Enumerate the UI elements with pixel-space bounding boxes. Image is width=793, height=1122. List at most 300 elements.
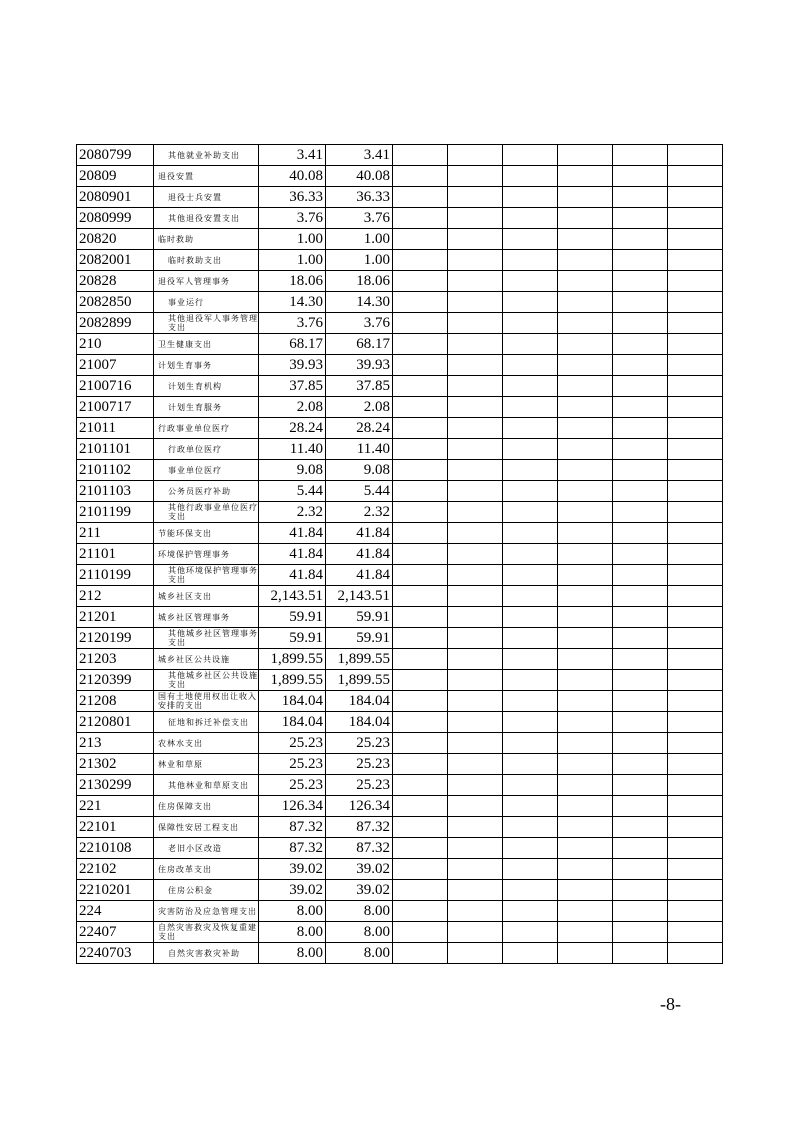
empty-cell: [558, 502, 613, 523]
amount-cell: 2,143.51: [326, 586, 393, 607]
empty-cell: [448, 502, 503, 523]
empty-cell: [558, 544, 613, 565]
table-row: [77, 901, 723, 922]
empty-cell: [613, 145, 668, 166]
empty-cell: [668, 166, 723, 187]
empty-cell: [448, 355, 503, 376]
account-code-cell: 20809: [77, 166, 154, 187]
empty-cell: [558, 481, 613, 502]
account-name-cell: 其他退役军人事务管理支出: [154, 313, 259, 334]
account-name-cell: 征地和拆迁补偿支出: [154, 712, 259, 733]
account-name-cell: 公务员医疗补助: [154, 481, 259, 502]
account-code-cell: 221: [77, 796, 154, 817]
amount-cell: 59.91: [326, 607, 393, 628]
empty-cell: [503, 754, 558, 775]
empty-cell: [613, 418, 668, 439]
empty-cell: [448, 754, 503, 775]
empty-cell: [503, 901, 558, 922]
empty-cell: [503, 250, 558, 271]
empty-cell: [503, 376, 558, 397]
empty-cell: [668, 607, 723, 628]
empty-cell: [613, 313, 668, 334]
table-row: [77, 838, 723, 859]
amount-cell: 25.23: [326, 733, 393, 754]
amount-cell: 41.84: [326, 544, 393, 565]
account-code-cell: 2082899: [77, 313, 154, 334]
empty-cell: [558, 334, 613, 355]
amount-cell: 39.02: [326, 859, 393, 880]
empty-cell: [558, 397, 613, 418]
empty-cell: [558, 943, 613, 964]
empty-cell: [503, 439, 558, 460]
empty-cell: [393, 565, 448, 586]
amount-cell: 87.32: [326, 838, 393, 859]
amount-cell: 3.41: [326, 145, 393, 166]
budget-expenditure-table: [76, 144, 723, 964]
account-code-cell: 211: [77, 523, 154, 544]
empty-cell: [503, 145, 558, 166]
empty-cell: [613, 565, 668, 586]
table-row: [77, 943, 723, 964]
amount-cell: 14.30: [326, 292, 393, 313]
empty-cell: [393, 292, 448, 313]
empty-cell: [503, 355, 558, 376]
account-code-cell: 2100717: [77, 397, 154, 418]
amount-cell: 184.04: [326, 712, 393, 733]
account-name-cell: 行政单位医疗: [154, 439, 259, 460]
account-name-cell: 临时救助支出: [154, 250, 259, 271]
empty-cell: [503, 208, 558, 229]
table-row: [77, 733, 723, 754]
empty-cell: [448, 733, 503, 754]
empty-cell: [558, 460, 613, 481]
empty-cell: [613, 691, 668, 712]
amount-cell: 25.23: [259, 733, 326, 754]
amount-cell: 3.76: [259, 313, 326, 334]
empty-cell: [503, 334, 558, 355]
amount-cell: 2.32: [326, 502, 393, 523]
empty-cell: [448, 838, 503, 859]
empty-cell: [558, 691, 613, 712]
empty-cell: [448, 586, 503, 607]
account-name-cell: 其他行政事业单位医疗支出: [154, 502, 259, 523]
empty-cell: [558, 355, 613, 376]
empty-cell: [613, 796, 668, 817]
empty-cell: [393, 880, 448, 901]
empty-cell: [393, 502, 448, 523]
table-row: [77, 439, 723, 460]
table-row: [77, 523, 723, 544]
empty-cell: [393, 418, 448, 439]
empty-cell: [668, 376, 723, 397]
empty-cell: [448, 943, 503, 964]
empty-cell: [558, 649, 613, 670]
amount-cell: 36.33: [259, 187, 326, 208]
empty-cell: [503, 502, 558, 523]
table-row: [77, 460, 723, 481]
empty-cell: [503, 670, 558, 691]
empty-cell: [668, 271, 723, 292]
amount-cell: 2.32: [259, 502, 326, 523]
table-row: [77, 502, 723, 523]
empty-cell: [503, 397, 558, 418]
account-code-cell: 2101103: [77, 481, 154, 502]
empty-cell: [558, 628, 613, 649]
amount-cell: 28.24: [326, 418, 393, 439]
amount-cell: 1,899.55: [259, 649, 326, 670]
empty-cell: [503, 880, 558, 901]
empty-cell: [448, 649, 503, 670]
empty-cell: [503, 544, 558, 565]
amount-cell: 2.08: [259, 397, 326, 418]
empty-cell: [668, 229, 723, 250]
amount-cell: 126.34: [259, 796, 326, 817]
empty-cell: [668, 208, 723, 229]
amount-cell: 11.40: [326, 439, 393, 460]
empty-cell: [393, 523, 448, 544]
account-name-cell: 计划生育机构: [154, 376, 259, 397]
amount-cell: 3.41: [259, 145, 326, 166]
empty-cell: [613, 502, 668, 523]
table-row: [77, 880, 723, 901]
empty-cell: [558, 712, 613, 733]
empty-cell: [613, 292, 668, 313]
account-code-cell: 21201: [77, 607, 154, 628]
amount-cell: 1,899.55: [326, 670, 393, 691]
empty-cell: [558, 754, 613, 775]
empty-cell: [668, 775, 723, 796]
empty-cell: [613, 943, 668, 964]
empty-cell: [503, 607, 558, 628]
account-name-cell: 其他林业和草原支出: [154, 775, 259, 796]
empty-cell: [393, 733, 448, 754]
empty-cell: [558, 376, 613, 397]
table-row: [77, 922, 723, 943]
empty-cell: [668, 418, 723, 439]
empty-cell: [613, 481, 668, 502]
empty-cell: [668, 754, 723, 775]
table-row: [77, 754, 723, 775]
account-name-cell: 住房公积金: [154, 880, 259, 901]
amount-cell: 8.00: [259, 922, 326, 943]
table-row: [77, 376, 723, 397]
empty-cell: [503, 418, 558, 439]
empty-cell: [613, 712, 668, 733]
amount-cell: 8.00: [259, 901, 326, 922]
empty-cell: [668, 922, 723, 943]
account-name-cell: 卫生健康支出: [154, 334, 259, 355]
amount-cell: 8.00: [326, 943, 393, 964]
empty-cell: [613, 187, 668, 208]
empty-cell: [393, 187, 448, 208]
account-name-cell: 其他就业补助支出: [154, 145, 259, 166]
account-name-cell: 事业运行: [154, 292, 259, 313]
empty-cell: [668, 439, 723, 460]
empty-cell: [448, 208, 503, 229]
amount-cell: 37.85: [259, 376, 326, 397]
account-name-cell: 国有土地使用权出让收入安排的支出: [154, 691, 259, 712]
empty-cell: [558, 586, 613, 607]
amount-cell: 5.44: [259, 481, 326, 502]
empty-cell: [558, 775, 613, 796]
amount-cell: 87.32: [259, 838, 326, 859]
empty-cell: [668, 670, 723, 691]
empty-cell: [668, 586, 723, 607]
empty-cell: [668, 796, 723, 817]
empty-cell: [393, 901, 448, 922]
table-row: [77, 481, 723, 502]
empty-cell: [393, 712, 448, 733]
empty-cell: [448, 817, 503, 838]
account-name-cell: 林业和草原: [154, 754, 259, 775]
account-code-cell: 20828: [77, 271, 154, 292]
empty-cell: [393, 313, 448, 334]
empty-cell: [393, 439, 448, 460]
table-row: [77, 271, 723, 292]
table-row: [77, 313, 723, 334]
empty-cell: [448, 334, 503, 355]
account-name-cell: 退役军人管理事务: [154, 271, 259, 292]
empty-cell: [613, 355, 668, 376]
empty-cell: [558, 922, 613, 943]
empty-cell: [448, 313, 503, 334]
table-row: [77, 712, 723, 733]
empty-cell: [448, 187, 503, 208]
empty-cell: [503, 565, 558, 586]
empty-cell: [668, 880, 723, 901]
empty-cell: [668, 502, 723, 523]
empty-cell: [503, 817, 558, 838]
account-name-cell: 其他环境保护管理事务支出: [154, 565, 259, 586]
empty-cell: [613, 901, 668, 922]
empty-cell: [393, 649, 448, 670]
account-code-cell: 2130299: [77, 775, 154, 796]
empty-cell: [668, 733, 723, 754]
empty-cell: [448, 712, 503, 733]
table-row: [77, 397, 723, 418]
empty-cell: [558, 565, 613, 586]
account-code-cell: 2210201: [77, 880, 154, 901]
empty-cell: [558, 733, 613, 754]
amount-cell: 3.76: [326, 208, 393, 229]
account-code-cell: 21011: [77, 418, 154, 439]
amount-cell: 184.04: [259, 712, 326, 733]
account-code-cell: 2240703: [77, 943, 154, 964]
table-row: [77, 775, 723, 796]
empty-cell: [503, 460, 558, 481]
account-code-cell: 2100716: [77, 376, 154, 397]
empty-cell: [448, 922, 503, 943]
amount-cell: 25.23: [259, 754, 326, 775]
empty-cell: [613, 460, 668, 481]
account-code-cell: 2120199: [77, 628, 154, 649]
empty-cell: [393, 145, 448, 166]
empty-cell: [393, 943, 448, 964]
empty-cell: [393, 796, 448, 817]
empty-cell: [393, 817, 448, 838]
empty-cell: [668, 187, 723, 208]
empty-cell: [503, 838, 558, 859]
empty-cell: [613, 250, 668, 271]
amount-cell: 1,899.55: [326, 649, 393, 670]
empty-cell: [503, 292, 558, 313]
empty-cell: [393, 544, 448, 565]
empty-cell: [393, 607, 448, 628]
empty-cell: [503, 712, 558, 733]
empty-cell: [668, 355, 723, 376]
page-number: -8-: [660, 994, 681, 1014]
account-name-cell: 其他城乡社区管理事务支出: [154, 628, 259, 649]
empty-cell: [393, 334, 448, 355]
empty-cell: [668, 292, 723, 313]
empty-cell: [613, 775, 668, 796]
account-name-cell: 环境保护管理事务: [154, 544, 259, 565]
amount-cell: 5.44: [326, 481, 393, 502]
amount-cell: 3.76: [326, 313, 393, 334]
empty-cell: [448, 145, 503, 166]
table-row: [77, 208, 723, 229]
amount-cell: 14.30: [259, 292, 326, 313]
amount-cell: 1.00: [326, 229, 393, 250]
table-row: [77, 607, 723, 628]
empty-cell: [393, 250, 448, 271]
account-name-cell: 行政事业单位医疗: [154, 418, 259, 439]
amount-cell: 39.93: [259, 355, 326, 376]
amount-cell: 59.91: [326, 628, 393, 649]
account-code-cell: 2080901: [77, 187, 154, 208]
amount-cell: 68.17: [259, 334, 326, 355]
empty-cell: [448, 544, 503, 565]
account-code-cell: 22407: [77, 922, 154, 943]
amount-cell: 8.00: [326, 901, 393, 922]
empty-cell: [448, 775, 503, 796]
empty-cell: [503, 691, 558, 712]
empty-cell: [393, 229, 448, 250]
empty-cell: [613, 334, 668, 355]
empty-cell: [668, 250, 723, 271]
empty-cell: [668, 817, 723, 838]
empty-cell: [503, 649, 558, 670]
account-name-cell: 自然灾害救灾及恢复重建支出: [154, 922, 259, 943]
empty-cell: [393, 460, 448, 481]
amount-cell: 25.23: [326, 775, 393, 796]
account-code-cell: 21208: [77, 691, 154, 712]
empty-cell: [503, 922, 558, 943]
amount-cell: 41.84: [326, 523, 393, 544]
amount-cell: 40.08: [259, 166, 326, 187]
empty-cell: [448, 880, 503, 901]
empty-cell: [613, 859, 668, 880]
empty-cell: [503, 229, 558, 250]
account-name-cell: 城乡社区公共设施: [154, 649, 259, 670]
empty-cell: [613, 439, 668, 460]
empty-cell: [613, 649, 668, 670]
empty-cell: [393, 397, 448, 418]
empty-cell: [393, 838, 448, 859]
empty-cell: [503, 481, 558, 502]
empty-cell: [668, 712, 723, 733]
amount-cell: 41.84: [259, 544, 326, 565]
account-code-cell: 21007: [77, 355, 154, 376]
amount-cell: 8.00: [326, 922, 393, 943]
budget-table-container: [76, 144, 723, 964]
empty-cell: [613, 544, 668, 565]
empty-cell: [448, 418, 503, 439]
table-row: [77, 649, 723, 670]
empty-cell: [393, 670, 448, 691]
account-name-cell: 自然灾害救灾补助: [154, 943, 259, 964]
account-code-cell: 224: [77, 901, 154, 922]
empty-cell: [448, 166, 503, 187]
empty-cell: [503, 796, 558, 817]
account-name-cell: 城乡社区支出: [154, 586, 259, 607]
account-name-cell: 老旧小区改造: [154, 838, 259, 859]
empty-cell: [558, 313, 613, 334]
empty-cell: [393, 922, 448, 943]
empty-cell: [613, 208, 668, 229]
amount-cell: 87.32: [259, 817, 326, 838]
amount-cell: 184.04: [326, 691, 393, 712]
amount-cell: 8.00: [259, 943, 326, 964]
empty-cell: [613, 607, 668, 628]
empty-cell: [448, 481, 503, 502]
empty-cell: [448, 397, 503, 418]
empty-cell: [448, 439, 503, 460]
empty-cell: [613, 628, 668, 649]
account-name-cell: 退役安置: [154, 166, 259, 187]
empty-cell: [448, 901, 503, 922]
account-code-cell: 2120399: [77, 670, 154, 691]
account-code-cell: 2082001: [77, 250, 154, 271]
account-name-cell: 城乡社区管理事务: [154, 607, 259, 628]
empty-cell: [613, 838, 668, 859]
amount-cell: 184.04: [259, 691, 326, 712]
empty-cell: [558, 670, 613, 691]
empty-cell: [668, 859, 723, 880]
empty-cell: [668, 145, 723, 166]
table-body: [77, 145, 723, 964]
amount-cell: 37.85: [326, 376, 393, 397]
account-name-cell: 临时救助: [154, 229, 259, 250]
empty-cell: [668, 628, 723, 649]
amount-cell: 41.84: [259, 565, 326, 586]
empty-cell: [613, 754, 668, 775]
account-code-cell: 2120801: [77, 712, 154, 733]
empty-cell: [558, 418, 613, 439]
empty-cell: [558, 250, 613, 271]
amount-cell: 59.91: [259, 628, 326, 649]
amount-cell: 1.00: [259, 229, 326, 250]
amount-cell: 2.08: [326, 397, 393, 418]
empty-cell: [668, 565, 723, 586]
empty-cell: [393, 376, 448, 397]
table-row: [77, 586, 723, 607]
amount-cell: 39.02: [259, 880, 326, 901]
amount-cell: 2,143.51: [259, 586, 326, 607]
account-code-cell: 210: [77, 334, 154, 355]
empty-cell: [558, 607, 613, 628]
account-name-cell: 计划生育服务: [154, 397, 259, 418]
empty-cell: [613, 586, 668, 607]
empty-cell: [668, 838, 723, 859]
empty-cell: [503, 628, 558, 649]
account-code-cell: 2082850: [77, 292, 154, 313]
table-row: [77, 544, 723, 565]
empty-cell: [503, 943, 558, 964]
table-row: [77, 292, 723, 313]
empty-cell: [448, 691, 503, 712]
empty-cell: [668, 544, 723, 565]
